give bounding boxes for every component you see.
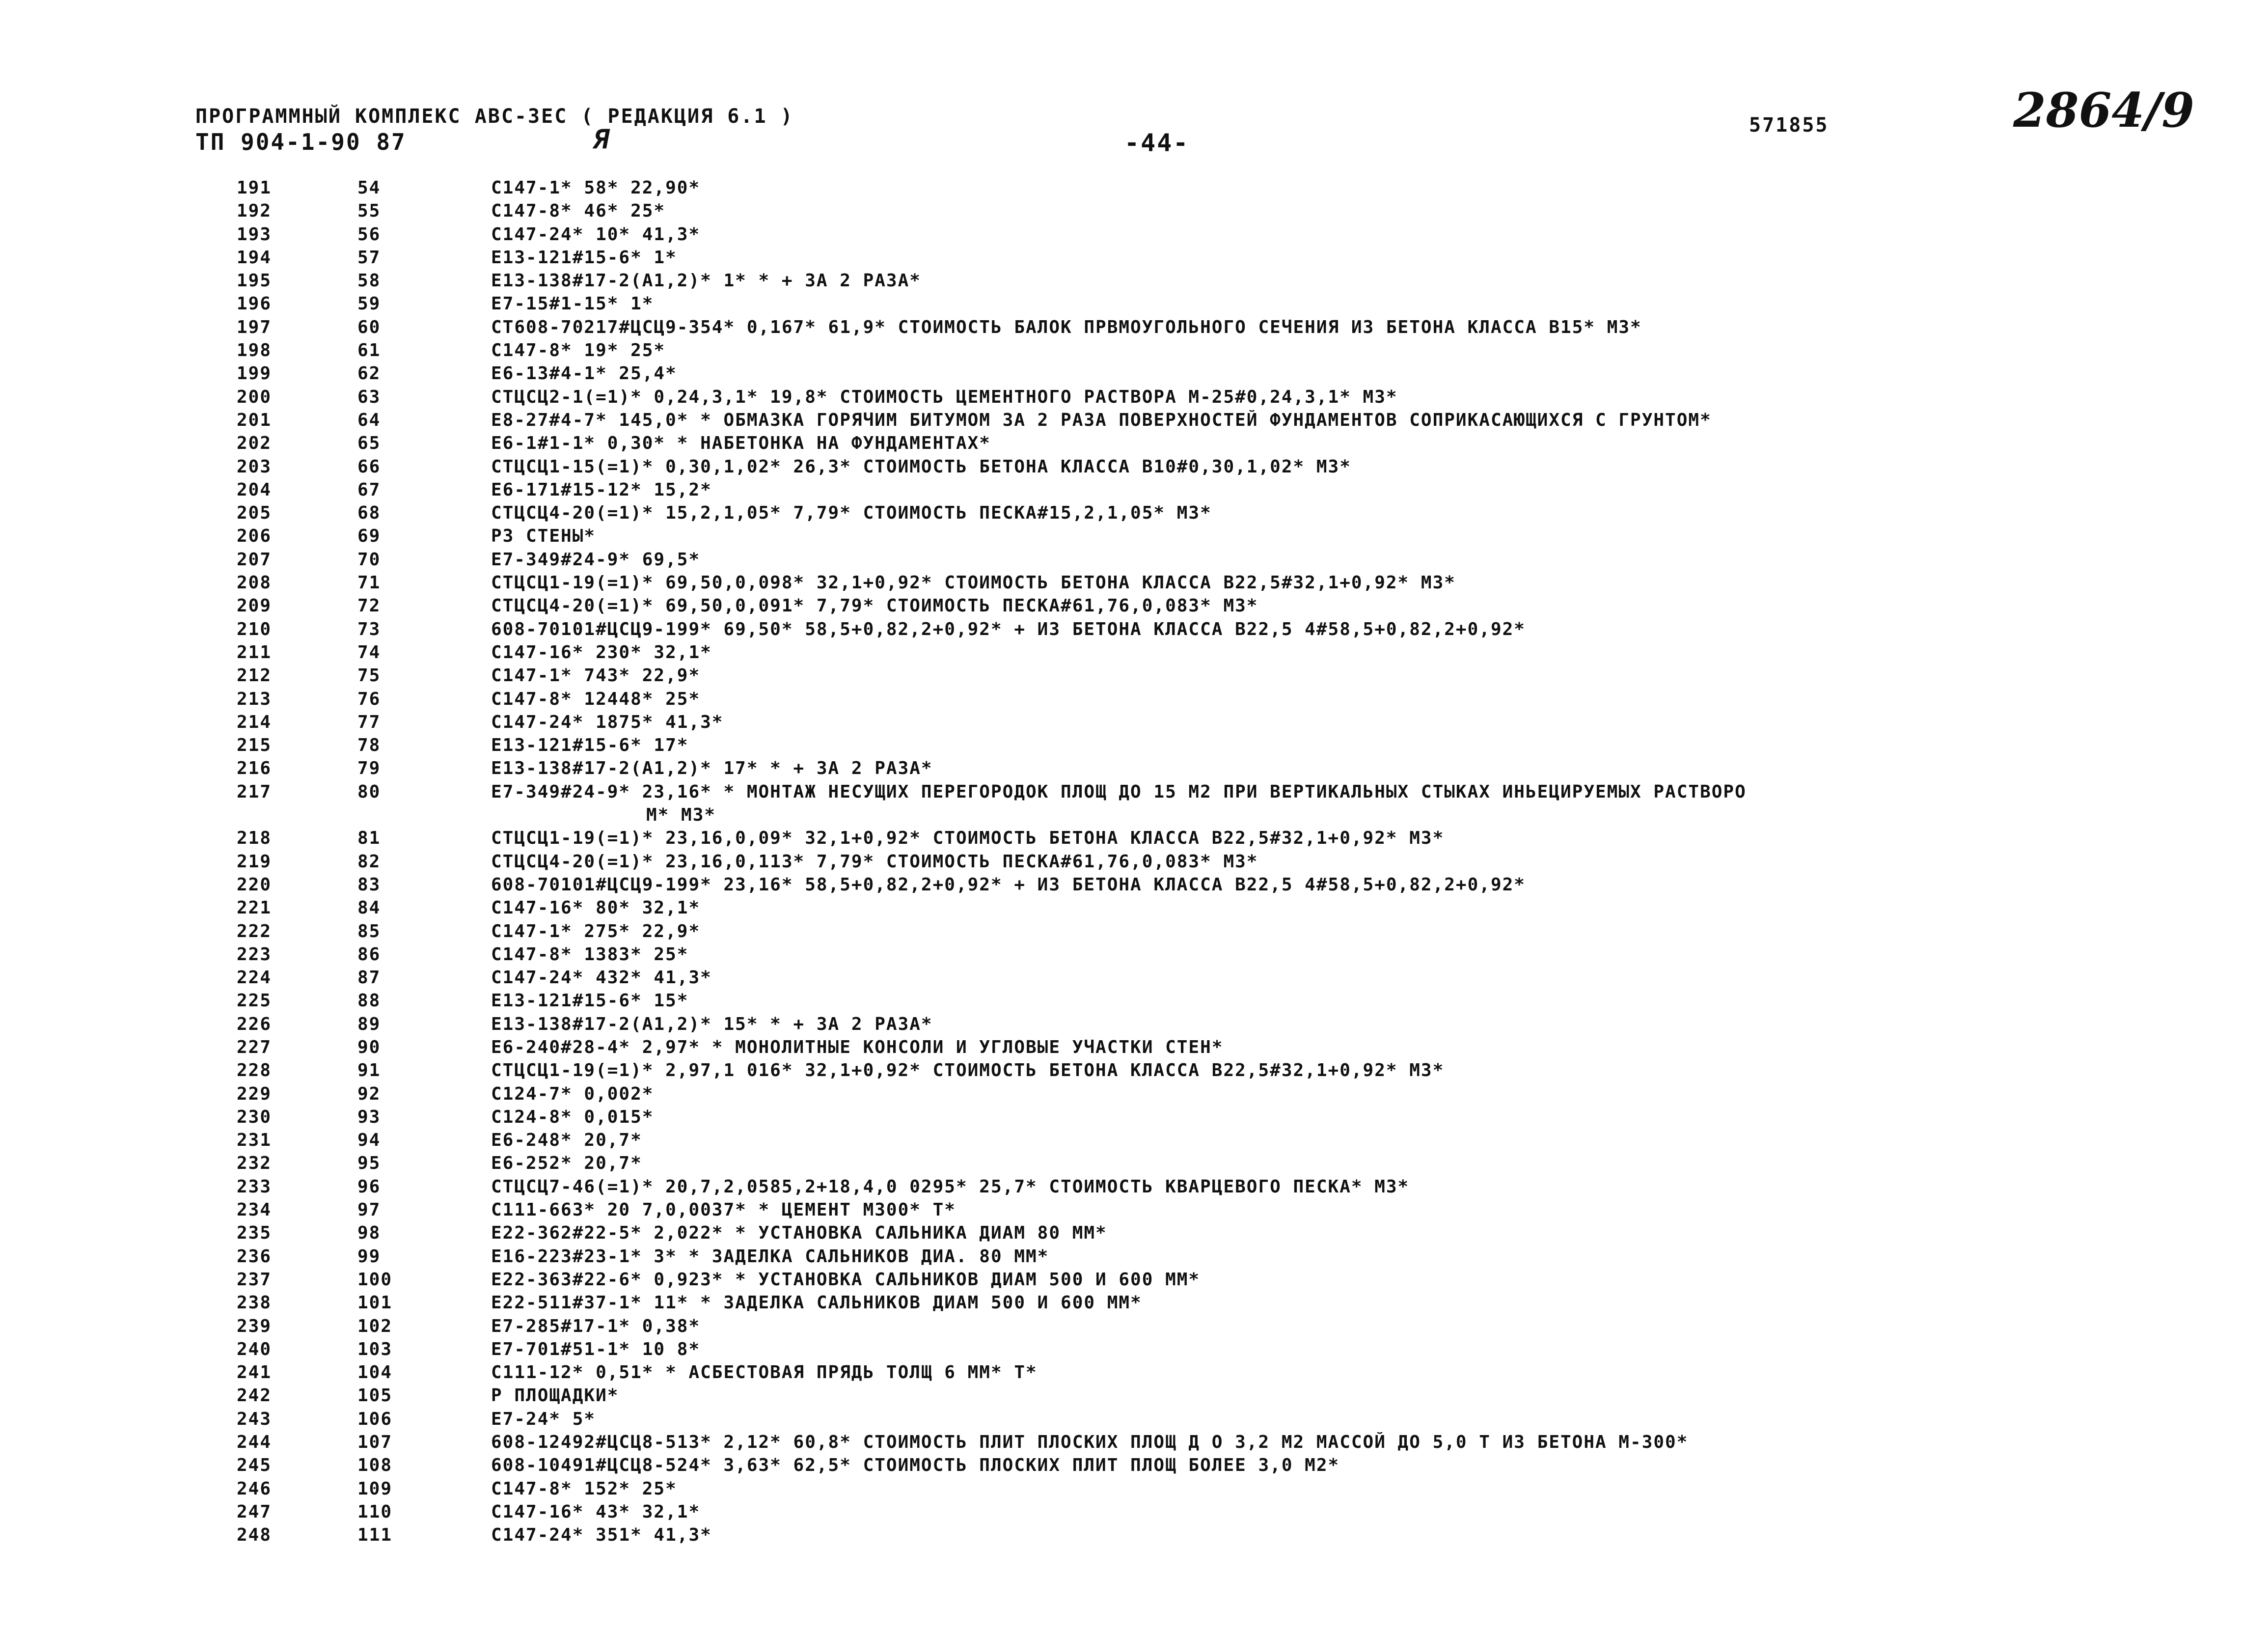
record-text: М* М3* <box>646 805 716 826</box>
listing-row <box>0 921 2268 944</box>
record-text: С147-24* 351* 41,3* <box>491 1525 712 1546</box>
row-number: 244 <box>237 1432 272 1453</box>
row-number: 245 <box>237 1455 272 1476</box>
listing-row <box>0 550 2268 573</box>
item-number: 68 <box>357 503 381 524</box>
listing-row <box>0 1525 2268 1548</box>
row-number: 200 <box>237 387 272 407</box>
listing-row <box>0 712 2268 735</box>
row-number: 224 <box>237 968 272 988</box>
record-text: С124-8* 0,015* <box>491 1107 654 1127</box>
record-text: С111-663* 20 7,0,0037* * ЦЕМЕНТ М300* Т* <box>491 1200 956 1220</box>
listing-row <box>0 782 2268 805</box>
listing-row <box>0 1107 2268 1130</box>
item-number: 65 <box>357 433 381 454</box>
row-number: 221 <box>237 898 272 918</box>
row-number: 237 <box>237 1269 272 1290</box>
item-number: 76 <box>357 689 381 709</box>
listing-row <box>0 619 2268 642</box>
row-number: 248 <box>237 1525 272 1546</box>
row-number: 204 <box>237 479 272 500</box>
record-text: Е13-138#17-2(А1,2)* 17* * + ЗА 2 РАЗА* <box>491 758 933 779</box>
record-text: Е22-362#22-5* 2,022* * УСТАНОВКА САЛЬНИКА ДИАМ 80 ММ* <box>491 1223 1107 1244</box>
row-number: 202 <box>237 433 272 454</box>
record-text: СТЦСЦ1-19(=1)* 23,16,0,09* 32,1+0,92* СТОИМОСТЬ БЕТОНА КЛАССА В22,5#32,1+0,92* М3* <box>491 828 1445 849</box>
item-number: 99 <box>357 1246 381 1267</box>
item-number: 69 <box>357 526 381 547</box>
item-number: 59 <box>357 294 381 314</box>
item-number: 56 <box>357 224 381 245</box>
record-text: Е7-285#17-1* 0,38* <box>491 1316 701 1336</box>
listing-row <box>0 828 2268 851</box>
listing-row <box>0 1270 2268 1293</box>
listing-row <box>0 1502 2268 1525</box>
row-number: 246 <box>237 1478 272 1499</box>
document-number: 571855 <box>1749 114 1829 137</box>
row-number: 197 <box>237 317 272 337</box>
row-number: 198 <box>237 340 272 361</box>
listing-row <box>0 248 2268 271</box>
row-number: 194 <box>237 247 272 268</box>
row-number: 203 <box>237 456 272 477</box>
record-text: 608-70101#ЦСЦ9-199* 23,16* 58,5+0,82,2+0,92* + ИЗ БЕТОНА КЛАССА В22,5 4#58,5+0,82,2+0,92* <box>491 874 1526 895</box>
item-number: 83 <box>357 874 381 895</box>
row-number: 240 <box>237 1339 272 1359</box>
record-text: С147-8* 46* 25* <box>491 201 666 221</box>
item-number: 101 <box>357 1293 393 1313</box>
record-text: Е6-13#4-1* 25,4* <box>491 363 677 384</box>
record-text: 608-70101#ЦСЦ9-199* 69,50* 58,5+0,82,2+0,92* + ИЗ БЕТОНА КЛАССА В22,5 4#58,5+0,82,2+0,92* <box>491 619 1526 639</box>
record-text: Е13-138#17-2(А1,2)* 1* * + ЗА 2 РАЗА* <box>491 271 921 291</box>
row-number: 206 <box>237 526 272 547</box>
record-text: С111-12* 0,51* * АСБЕСТОВАЯ ПРЯДЬ ТОЛЩ 6 ММ* Т* <box>491 1362 1038 1383</box>
listing-row <box>0 503 2268 526</box>
record-text: Е7-15#1-15* 1* <box>491 294 654 314</box>
record-text: Е7-24* 5* <box>491 1409 596 1429</box>
item-number: 62 <box>357 363 381 384</box>
row-number: 235 <box>237 1223 272 1244</box>
item-number: 90 <box>357 1037 381 1057</box>
program-title: ПРОГРАММНЫЙ КОМПЛЕКС АВС-3ЕС ( РЕДАКЦИЯ 6.1 ) <box>195 105 794 128</box>
item-number: 80 <box>357 781 381 802</box>
record-text: Е13-121#15-6* 1* <box>491 247 677 268</box>
row-number: 191 <box>237 178 272 198</box>
row-number: 226 <box>237 1014 272 1034</box>
listing-row <box>0 875 2268 898</box>
listing-row <box>0 178 2268 201</box>
row-number: 225 <box>237 991 272 1011</box>
listing-row <box>0 294 2268 317</box>
item-number: 63 <box>357 387 381 407</box>
item-number: 97 <box>357 1200 381 1220</box>
record-text: СТЦСЦ7-46(=1)* 20,7,2,0585,2+18,4,0 0295* 25,7* СТОИМОСТЬ КВАРЦЕВОГО ПЕСКА* М3* <box>491 1176 1410 1197</box>
item-number: 75 <box>357 665 381 686</box>
item-number: 55 <box>357 201 381 221</box>
listing-row <box>0 1014 2268 1037</box>
row-number: 242 <box>237 1385 272 1406</box>
listing-row <box>0 271 2268 294</box>
row-number: 227 <box>237 1037 272 1057</box>
row-number: 231 <box>237 1130 272 1151</box>
record-text: СТЦСЦ1-19(=1)* 2,97,1 016* 32,1+0,92* СТОИМОСТЬ БЕТОНА КЛАССА В22,5#32,1+0,92* М3* <box>491 1060 1445 1081</box>
item-number: 77 <box>357 712 381 732</box>
row-number: 233 <box>237 1176 272 1197</box>
row-number: 207 <box>237 549 272 570</box>
row-number: 201 <box>237 410 272 430</box>
item-number: 95 <box>357 1153 381 1174</box>
row-number: 192 <box>237 201 272 221</box>
listing-body <box>0 178 2268 1549</box>
item-number: 89 <box>357 1014 381 1034</box>
item-number: 85 <box>357 921 381 941</box>
item-number: 60 <box>357 317 381 337</box>
item-number: 82 <box>357 851 381 872</box>
row-number: 212 <box>237 665 272 686</box>
listing-row-continuation <box>0 805 2268 828</box>
item-number: 108 <box>357 1455 393 1476</box>
page-number: -44- <box>1124 129 1190 157</box>
record-text: СТЦСЦ4-20(=1)* 69,50,0,091* 7,79* СТОИМОСТЬ ПЕСКА#61,76,0,083* М3* <box>491 596 1258 616</box>
listing-row <box>0 1037 2268 1060</box>
listing-row <box>0 480 2268 503</box>
record-text: Р3 СТЕНЫ* <box>491 526 596 547</box>
item-number: 86 <box>357 944 381 965</box>
row-number: 217 <box>237 781 272 802</box>
row-number: 209 <box>237 596 272 616</box>
listing-row <box>0 1409 2268 1432</box>
row-number: 238 <box>237 1293 272 1313</box>
row-number: 228 <box>237 1060 272 1081</box>
row-number: 239 <box>237 1316 272 1336</box>
listing-row <box>0 1385 2268 1409</box>
item-number: 57 <box>357 247 381 268</box>
row-number: 220 <box>237 874 272 895</box>
row-number: 216 <box>237 758 272 779</box>
item-number: 104 <box>357 1362 393 1383</box>
item-number: 105 <box>357 1385 393 1406</box>
record-text: Е7-349#24-9* 69,5* <box>491 549 701 570</box>
record-text: С147-16* 43* 32,1* <box>491 1501 701 1522</box>
row-number: 241 <box>237 1362 272 1383</box>
item-number: 110 <box>357 1501 393 1522</box>
listing-row <box>0 433 2268 456</box>
listing-row <box>0 387 2268 410</box>
listing-row <box>0 1339 2268 1362</box>
listing-row <box>0 1246 2268 1270</box>
listing-row <box>0 340 2268 363</box>
row-number: 205 <box>237 503 272 524</box>
item-number: 100 <box>357 1269 393 1290</box>
item-number: 102 <box>357 1316 393 1336</box>
listing-row <box>0 1200 2268 1223</box>
record-text: 608-12492#ЦСЦ8-513* 2,12* 60,8* СТОИМОСТЬ ПЛИТ ПЛОСКИХ ПЛОЩ Д О 3,2 М2 МАССОЙ ДО 5,0 Т ИЗ БЕТОНА М-300* <box>491 1432 1689 1453</box>
row-number: 193 <box>237 224 272 245</box>
listing-row <box>0 1223 2268 1246</box>
row-number: 222 <box>237 921 272 941</box>
listing-row <box>0 1130 2268 1153</box>
record-text: Е22-511#37-1* 11* * ЗАДЕЛКА САЛЬНИКОВ ДИАМ 500 И 600 ММ* <box>491 1293 1142 1313</box>
record-text: Е7-701#51-1* 10 8* <box>491 1339 701 1359</box>
record-text: С147-1* 275* 22,9* <box>491 921 701 941</box>
item-number: 96 <box>357 1176 381 1197</box>
listing-row <box>0 526 2268 549</box>
listing-row <box>0 1362 2268 1385</box>
row-number: 208 <box>237 573 272 593</box>
record-text: Е16-223#23-1* 3* * ЗАДЕЛКА САЛЬНИКОВ ДИА. 80 ММ* <box>491 1246 1049 1267</box>
item-number: 109 <box>357 1478 393 1499</box>
item-number: 79 <box>357 758 381 779</box>
listing-row <box>0 898 2268 921</box>
item-number: 72 <box>357 596 381 616</box>
record-text: Е6-240#28-4* 2,97* * МОНОЛИТНЫЕ КОНСОЛИ И УГЛОВЫЕ УЧАСТКИ СТЕН* <box>491 1037 1224 1057</box>
row-number: 210 <box>237 619 272 639</box>
record-text: С124-7* 0,002* <box>491 1083 654 1104</box>
item-number: 111 <box>357 1525 393 1546</box>
listing-row <box>0 596 2268 619</box>
listing-row <box>0 1177 2268 1200</box>
record-text: Е6-252* 20,7* <box>491 1153 642 1174</box>
row-number: 219 <box>237 851 272 872</box>
item-number: 58 <box>357 271 381 291</box>
listing-row <box>0 1432 2268 1455</box>
record-text: С147-24* 1875* 41,3* <box>491 712 724 732</box>
record-text: С147-1* 58* 22,90* <box>491 178 701 198</box>
record-text: С147-24* 432* 41,3* <box>491 968 712 988</box>
record-text: СТЦСЦ1-15(=1)* 0,30,1,02* 26,3* СТОИМОСТЬ БЕТОНА КЛАССА В10#0,30,1,02* М3* <box>491 456 1351 477</box>
record-text: С147-16* 230* 32,1* <box>491 642 712 663</box>
item-number: 103 <box>357 1339 393 1359</box>
row-number: 229 <box>237 1083 272 1104</box>
record-text: СТЦСЦ4-20(=1)* 15,2,1,05* 7,79* СТОИМОСТЬ ПЕСКА#15,2,1,05* М3* <box>491 503 1212 524</box>
record-text: С147-8* 152* 25* <box>491 1478 677 1499</box>
row-number: 243 <box>237 1409 272 1429</box>
record-text: СТЦСЦ1-19(=1)* 69,50,0,098* 32,1+0,92* СТОИМОСТЬ БЕТОНА КЛАССА В22,5#32,1+0,92* М3* <box>491 573 1456 593</box>
record-text: Е6-171#15-12* 15,2* <box>491 479 712 500</box>
listing-row <box>0 363 2268 387</box>
item-number: 98 <box>357 1223 381 1244</box>
record-text: С147-8* 12448* 25* <box>491 689 701 709</box>
row-number: 230 <box>237 1107 272 1127</box>
record-text: С147-8* 1383* 25* <box>491 944 689 965</box>
record-text: СТЦСЦ2-1(=1)* 0,24,3,1* 19,8* СТОИМОСТЬ ЦЕМЕНТНОГО РАСТВОРА М-25#0,24,3,1* М3* <box>491 387 1398 407</box>
record-text: Е13-138#17-2(А1,2)* 15* * + ЗА 2 РАЗА* <box>491 1014 933 1034</box>
row-number: 213 <box>237 689 272 709</box>
record-text: С147-16* 80* 32,1* <box>491 898 701 918</box>
row-number: 236 <box>237 1246 272 1267</box>
listing-row <box>0 317 2268 340</box>
listing-row <box>0 968 2268 991</box>
listing-row <box>0 642 2268 665</box>
item-number: 91 <box>357 1060 381 1081</box>
item-number: 70 <box>357 549 381 570</box>
listing-row <box>0 457 2268 480</box>
item-number: 84 <box>357 898 381 918</box>
item-number: 93 <box>357 1107 381 1127</box>
record-text: Е13-121#15-6* 15* <box>491 991 689 1011</box>
record-text: Е13-121#15-6* 17* <box>491 735 689 756</box>
item-number: 92 <box>357 1083 381 1104</box>
handwritten-mark: Я <box>593 124 611 155</box>
listing-row <box>0 1153 2268 1176</box>
record-text: 608-10491#ЦСЦ8-524* 3,63* 62,5* СТОИМОСТЬ ПЛОСКИХ ПЛИТ ПЛОЩ БОЛЕЕ 3,0 М2* <box>491 1455 1340 1476</box>
listing-row <box>0 1084 2268 1107</box>
row-number: 214 <box>237 712 272 732</box>
item-number: 88 <box>357 991 381 1011</box>
item-number: 64 <box>357 410 381 430</box>
listing-row <box>0 1060 2268 1083</box>
row-number: 215 <box>237 735 272 756</box>
item-number: 94 <box>357 1130 381 1151</box>
item-number: 78 <box>357 735 381 756</box>
listing-row <box>0 689 2268 712</box>
record-text: СТЦСЦ4-20(=1)* 23,16,0,113* 7,79* СТОИМОСТЬ ПЕСКА#61,76,0,083* М3* <box>491 851 1258 872</box>
item-number: 54 <box>357 178 381 198</box>
row-number: 195 <box>237 271 272 291</box>
listing-row <box>0 1316 2268 1339</box>
row-number: 196 <box>237 294 272 314</box>
listing-row <box>0 991 2268 1014</box>
listing-row <box>0 852 2268 875</box>
row-number: 232 <box>237 1153 272 1174</box>
listing-row <box>0 665 2268 689</box>
listing-row <box>0 410 2268 433</box>
record-text: Е6-248* 20,7* <box>491 1130 642 1151</box>
record-text: С147-1* 743* 22,9* <box>491 665 701 686</box>
record-text: Е6-1#1-1* 0,30* * НАБЕТОНКА НА ФУНДАМЕНТАХ* <box>491 433 991 454</box>
listing-row <box>0 758 2268 781</box>
listing-row <box>0 201 2268 224</box>
record-text: Е7-349#24-9* 23,16* * МОНТАЖ НЕСУЩИХ ПЕРЕГОРОДОК ПЛОЩ ДО 15 М2 ПРИ ВЕРТИКАЛЬНЫХ СТЫКАХ ИНЬЕЦИРУЕМЫХ РАСТВОРО <box>491 781 1747 802</box>
item-number: 74 <box>357 642 381 663</box>
row-number: 223 <box>237 944 272 965</box>
record-text: СТ608-70217#ЦСЦ9-354* 0,167* 61,9* СТОИМОСТЬ БАЛОК ПРВМОУГОЛЬНОГО СЕЧЕНИЯ ИЗ БЕТОНА КЛАССА В15* М3* <box>491 317 1642 337</box>
row-number: 199 <box>237 363 272 384</box>
record-text: С147-24* 10* 41,3* <box>491 224 701 245</box>
item-number: 71 <box>357 573 381 593</box>
row-number: 247 <box>237 1501 272 1522</box>
item-number: 81 <box>357 828 381 849</box>
record-text: Е8-27#4-7* 145,0* * ОБМАЗКА ГОРЯЧИМ БИТУМОМ ЗА 2 РАЗА ПОВЕРХНОСТЕЙ ФУНДАМЕНТОВ СОПРИКАСАЮЩИХСЯ С ГРУНТОМ* <box>491 410 1712 430</box>
record-text: С147-8* 19* 25* <box>491 340 666 361</box>
record-text: Е22-363#22-6* 0,923* * УСТАНОВКА САЛЬНИКОВ ДИАМ 500 И 600 ММ* <box>491 1269 1201 1290</box>
listing-row <box>0 1293 2268 1316</box>
listing-row <box>0 224 2268 248</box>
listing-row <box>0 944 2268 968</box>
item-number: 73 <box>357 619 381 639</box>
row-number: 234 <box>237 1200 272 1220</box>
row-number: 211 <box>237 642 272 663</box>
row-number: 218 <box>237 828 272 849</box>
item-number: 87 <box>357 968 381 988</box>
item-number: 61 <box>357 340 381 361</box>
item-number: 66 <box>357 456 381 477</box>
listing-row <box>0 1455 2268 1478</box>
listing-row <box>0 735 2268 758</box>
record-text: Р ПЛОЩАДКИ* <box>491 1385 619 1406</box>
item-number: 106 <box>357 1409 393 1429</box>
listing-row <box>0 573 2268 596</box>
item-number: 107 <box>357 1432 393 1453</box>
listing-row <box>0 1479 2268 1502</box>
handwritten-sheet-number: 2864/9 <box>2013 83 2195 138</box>
project-code: ТП 904-1-90 87 <box>195 129 407 155</box>
item-number: 67 <box>357 479 381 500</box>
